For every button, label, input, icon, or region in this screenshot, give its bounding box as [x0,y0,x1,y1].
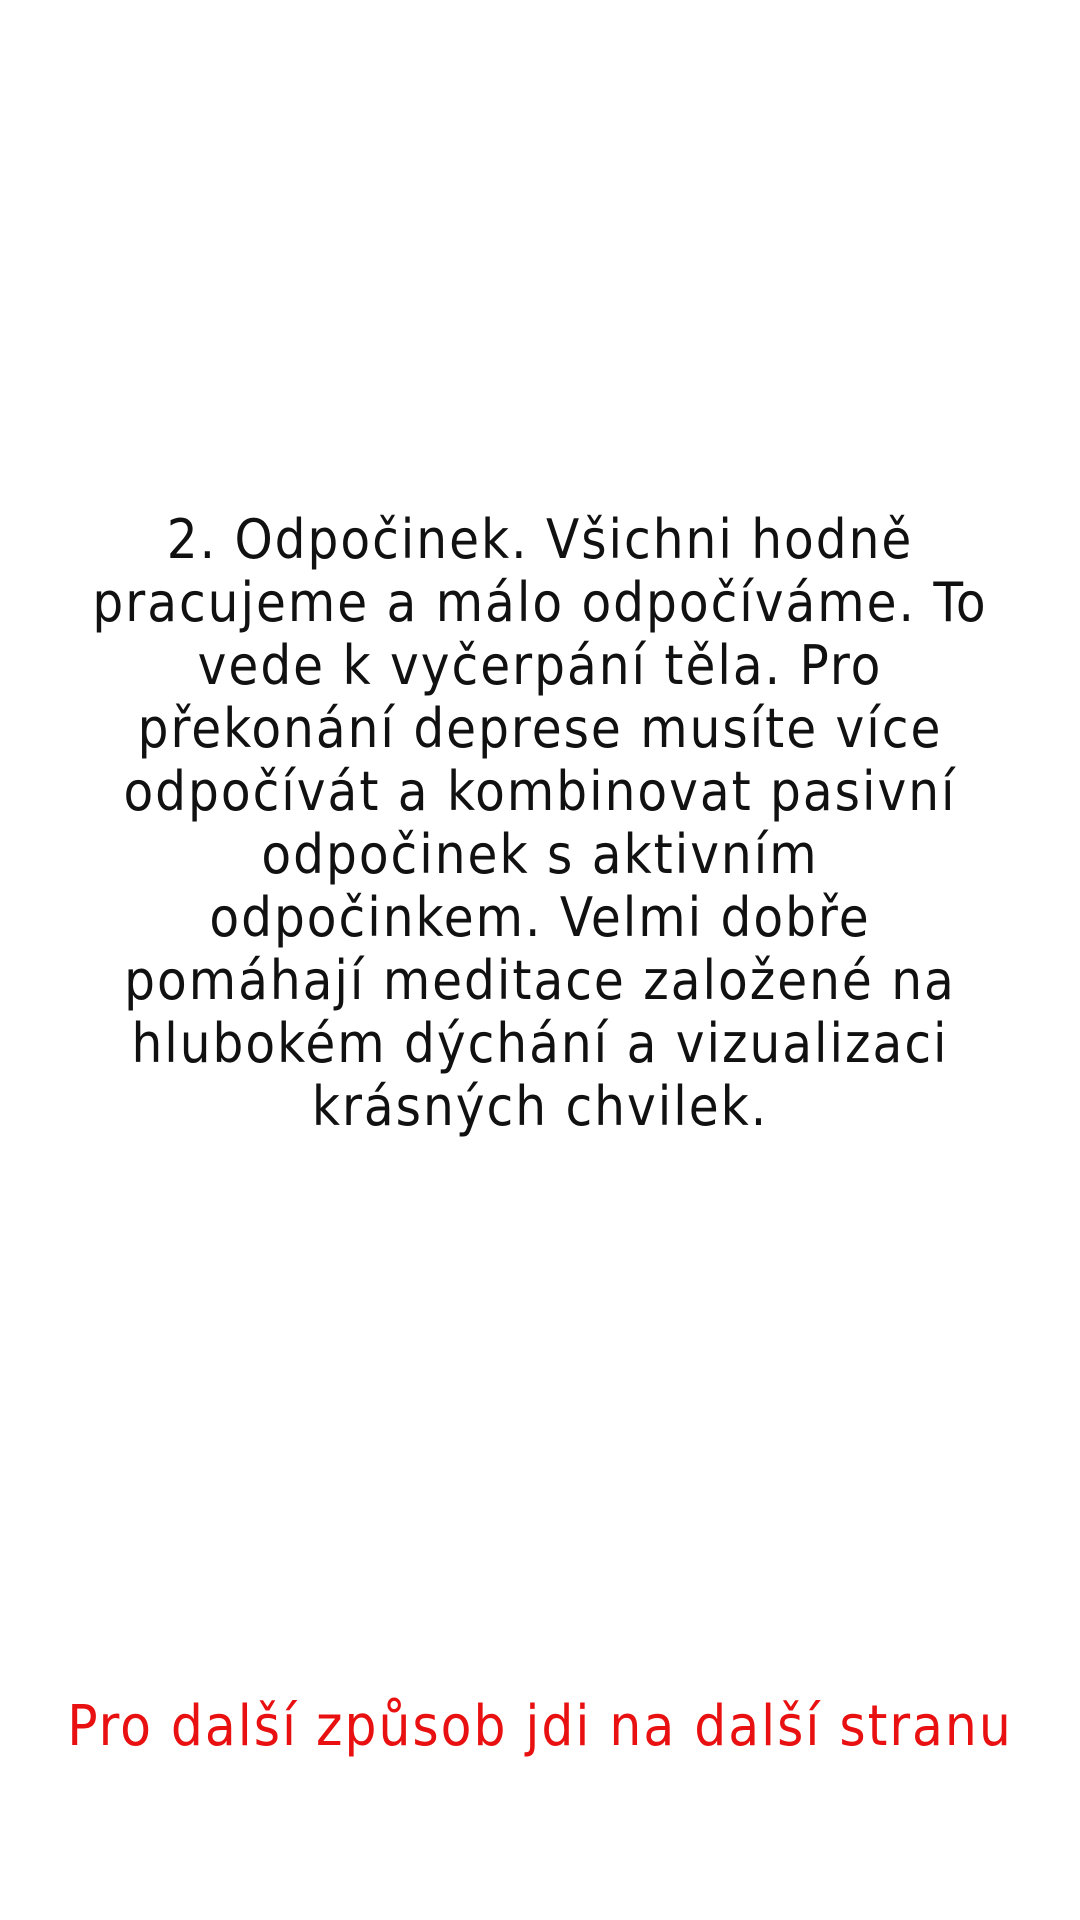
next-page-hint[interactable]: Pro další způsob jdi na další stranu [67,1694,1013,1759]
body-text: 2. Odpočinek. Všichni hodně pracujeme a málo odpočíváme. To vede k vyčerpání těla. Pro překonání deprese musíte více odpočívát a kombinovat pasivní odpočinek s aktivním odpočinkem. Velmi dobře pomáhají meditace založené na hlubokém dýchání a vizualizaci krásných chvilek. [92,508,988,1138]
